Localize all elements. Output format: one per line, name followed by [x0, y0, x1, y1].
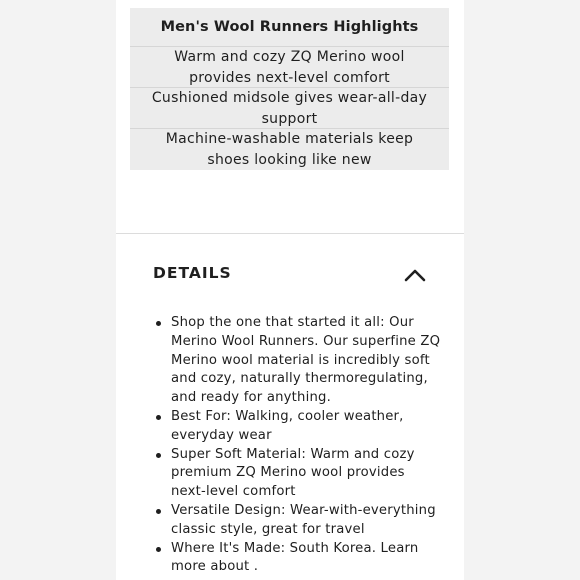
list-item-text: next-level comfort: [171, 484, 296, 500]
highlight-text: support: [261, 110, 318, 127]
list-item-text: Merino Wool Runners. Our superfine ZQ: [171, 333, 441, 349]
highlight-row: [130, 88, 449, 129]
chevron-up-icon[interactable]: [403, 262, 427, 286]
list-item: [153, 540, 443, 578]
list-item-text: classic style, great for travel: [171, 521, 365, 537]
list-item: [153, 314, 443, 408]
list-item-text: Merino wool material is incredibly soft: [171, 352, 430, 368]
list-item-text: and ready for anything.: [171, 390, 331, 406]
product-details-panel: [116, 0, 464, 580]
list-item-text: Where It's Made: South Korea. Learn: [171, 540, 419, 556]
list-item: [153, 408, 443, 446]
list-item-text: more about .: [171, 559, 259, 575]
list-item-text: Best For: Walking, cooler weather,: [171, 408, 404, 424]
list-item: [153, 446, 443, 502]
section-divider: [116, 233, 464, 234]
highlight-text: shoes looking like new: [207, 151, 372, 168]
highlight-text: provides next-level comfort: [189, 69, 390, 86]
list-item-text: Versatile Design: Wear-with-everything: [171, 502, 436, 518]
list-item-text: and cozy, naturally thermoregulating,: [171, 371, 428, 387]
list-item: [153, 502, 443, 540]
highlight-text: Warm and cozy ZQ Merino wool: [174, 49, 405, 65]
highlight-text: Machine-washable materials keep: [165, 131, 414, 147]
list-item-text: premium ZQ Merino wool provides: [171, 465, 405, 481]
details-accordion-header[interactable]: [153, 262, 433, 288]
highlights-table: [130, 8, 449, 170]
list-item-text: Shop the one that started it all: Our: [171, 315, 414, 330]
highlight-text: Cushioned midsole gives wear-all-day: [151, 90, 428, 106]
details-title: DETAILS: [153, 264, 232, 282]
list-item-text: everyday wear: [171, 427, 272, 443]
details-list: [153, 314, 443, 577]
list-item-text: Super Soft Material: Warm and cozy: [171, 446, 415, 462]
highlight-row: [130, 47, 449, 88]
highlight-row: [130, 129, 449, 170]
highlights-title: Men's Wool Runners Highlights: [130, 8, 449, 47]
